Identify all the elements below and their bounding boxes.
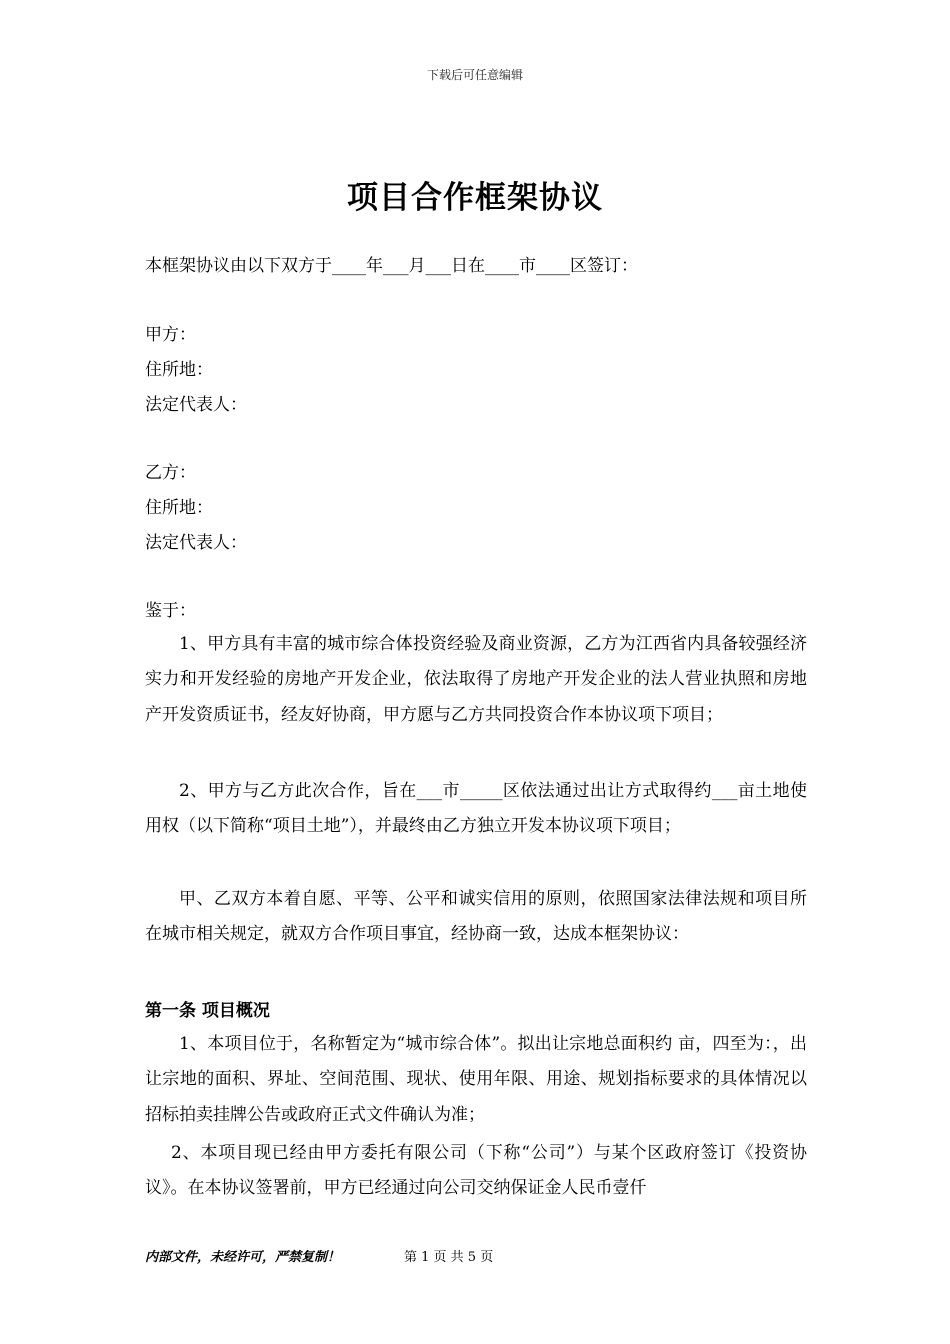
header-note: 下载后可任意编辑 [426, 68, 523, 82]
whereas-paragraph-1: 1、甲方具有丰富的城市综合体投资经验及商业资源，乙方为江西省内具备较强经济实力和开发经验的房地产开发企业，依法取得了房地产开发企业的法人营业执照和房地产开发资质证书，经友好协商，甲方愿与乙方共同投资合作本协议项下项目； [145, 634, 807, 725]
footer-page-info: 第 1 页 共 5 页 [404, 1250, 494, 1265]
party-b-address: 住所地： [145, 498, 213, 518]
whereas-label: 鉴于： [145, 601, 196, 621]
party-a-label: 甲方： [145, 325, 196, 345]
article-1-item-2: 2、本项目现已经由甲方委托有限公司（下称“公司”）与某个区政府签订《投资协议》。在本协议签署前，甲方已经通过向公司交纳保证金人民币壹仟 [145, 1143, 807, 1199]
party-b-label: 乙方： [145, 463, 196, 483]
party-a-representative: 法定代表人： [145, 395, 247, 415]
document-title: 项目合作框架协议 [347, 180, 603, 216]
article-1-item-1: 1、本项目位于，名称暂定为“城市综合体”。拟出让宗地总面积约 亩，四至为：，出让宗地的面积、界址、空间范围、现状、使用年限、用途、规划指标要求的具体情况以招标拍卖挂牌公告或政府正式文件确认为准； [145, 1034, 807, 1125]
party-b-representative: 法定代表人： [145, 533, 247, 553]
whereas-paragraph-2: 2、甲方与乙方此次合作，旨在___市_____区依法通过出让方式取得约___亩土地使用权（以下简称“项目土地”），并最终由乙方独立开发本协议项下项目； [145, 781, 807, 837]
whereas-paragraph-3: 甲、乙双方本着自愿、平等、公平和诚实信用的原则，依照国家法律法规和项目所在城市相关规定，就双方合作项目事宜，经协商一致，达成本框架协议： [145, 889, 807, 945]
party-a-address: 住所地： [145, 360, 213, 380]
footer-confidential: 内部文件，未经许可，严禁复制！ [145, 1250, 341, 1265]
intro-line: 本框架协议由以下双方于____年___月___日在____市____区签订： [145, 256, 638, 276]
article-1-heading: 第一条 项目概况 [145, 1001, 270, 1021]
